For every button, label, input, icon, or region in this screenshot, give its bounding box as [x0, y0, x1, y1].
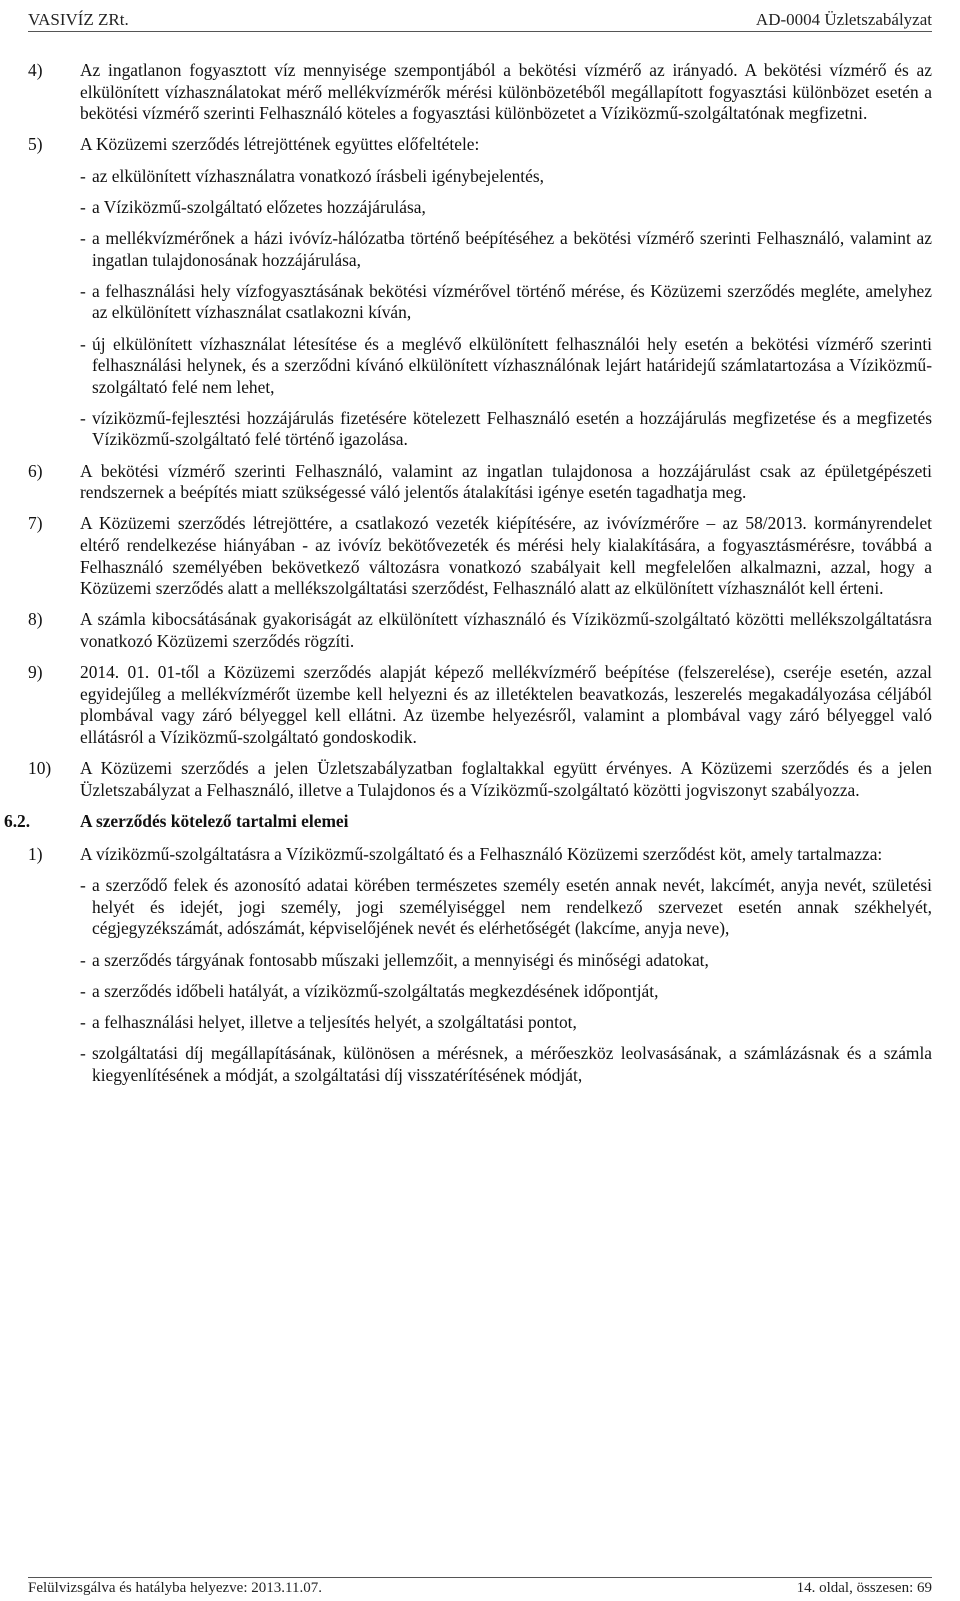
- page-header: [28, 4, 932, 30]
- sub-list-item: [28, 334, 932, 399]
- item-number: 9): [28, 662, 43, 683]
- sub-item-text: a Víziközmű-szolgáltató előzetes hozzájárulása,: [92, 196, 426, 217]
- section-heading: [4, 811, 932, 833]
- document-body: [4, 60, 932, 1096]
- sub-list-item: [28, 408, 932, 451]
- sub-item-text: a szerződés időbeli hatályát, a víziközmű-szolgáltatás megkezdésének időpontját,: [92, 980, 659, 1001]
- header-divider: [28, 31, 932, 32]
- dash-bullet: -: [80, 165, 86, 186]
- dash-bullet: -: [80, 280, 86, 301]
- item-number: 4): [28, 60, 43, 80]
- dash-bullet: -: [80, 875, 86, 896]
- item-text: A Közüzemi szerződés létrejöttének együttes előfeltétele:: [80, 134, 480, 155]
- sub-item-text: szolgáltatási díj megállapításának, különösen a mérésnek, a mérőeszköz leolvasásának, a számlázásnak és a számla kiegyenlítésének a módját, a szolgáltatási díj visszatérítésének módját,: [92, 1043, 932, 1085]
- sub-item-text: a mellékvízmérőnek a házi ivóvíz-hálózatba történő beépítéséhez a bekötési vízmérő szerinti Felhasználó, valamint az ingatlan tulajdonosának hozzájárulása,: [92, 227, 932, 270]
- sub-list-item: [28, 981, 932, 1003]
- item-number: 8): [28, 609, 43, 630]
- item-number: 5): [28, 134, 43, 155]
- item-number: 6): [28, 460, 43, 481]
- sub-list-item: [28, 281, 932, 324]
- list-item: [28, 513, 932, 599]
- sub-list-item: [28, 166, 932, 188]
- page-footer: [28, 1580, 932, 1597]
- item-text: A Közüzemi szerződés létrejöttére, a csatlakozó vezeték kiépítésére, az ivóvízmérőre – az 58/2013. kormányrendelet eltérő rendelkezése hiányában - az ivóvíz bekötővezeték és mérési hely kialakítására, a fogyasztásmérésre, továbbá a Felhasználó személyében bekövetkező változásra vonatkozó szabályait kell megfelelően alkalmazni, azzal, hogy a Közüzemi szerződés alatt a mellékszolgáltatási szerződést, Felhasználó alatt az elkülönített vízhasználót kell érteni.: [80, 513, 932, 599]
- item-text: A számla kibocsátásának gyakoriságát az elkülönített vízhasználó és Víziközmű-szolgáltató közötti mellékszolgáltatásra vonatkozó Közüzemi szerződés rögzíti.: [80, 609, 932, 651]
- dash-bullet: -: [80, 407, 86, 428]
- list-item: [28, 60, 932, 125]
- item-text: 2014. 01. 01-től a Közüzemi szerződés alapját képező mellékvízmérő beépítése (felszerelése), cseréje esetén, azzal egyidejűleg a mellékvízmérőt üzembe kell helyezni és az illetéktelen beavatkozás, leszerelés megakadályozása céljából plombával vagy záró bélyeggel kell ellátni. Az üzembe helyezésről, valamint a plombával vagy záró bélyeggel való ellátásról a Víziközmű-szolgáltató gondoskodik.: [80, 662, 932, 747]
- header-company: VASIVÍZ ZRt.: [28, 10, 129, 29]
- dash-bullet: -: [80, 196, 86, 217]
- footer-divider: [28, 1577, 932, 1578]
- dash-bullet: -: [80, 949, 86, 970]
- item-text: A bekötési vízmérő szerinti Felhasználó, valamint az ingatlan tulajdonosa a hozzájárulást csak az épületgépészeti rendszernek a beépítés miatt szükségessé váló jelentős átalakítási igénye esetén tagadhatja meg.: [80, 460, 932, 503]
- section-title: A szerződés kötelező tartalmi elemei: [80, 811, 349, 832]
- item-number: 7): [28, 513, 43, 534]
- dash-bullet: -: [80, 980, 86, 1001]
- header-document-title: AD-0004 Üzletszabályzat: [755, 10, 932, 29]
- item-number: 1): [28, 843, 43, 864]
- dash-bullet: -: [80, 1011, 86, 1032]
- sub-list-item: [28, 950, 932, 972]
- list-item: [28, 461, 932, 504]
- sub-item-text: új elkülönített vízhasználat létesítése és a meglévő elkülönített felhasználói hely esetén a bekötési vízmérő szerinti felhasználási helynek, és a szerződni kívánó elkülönített vízhasználónak lejárt határidejű számlatartozása a Víziközmű-szolgáltató felé nem lehet,: [92, 333, 932, 397]
- sub-list-item: [28, 197, 932, 219]
- sub-item-text: a szerződés tárgyának fontosabb műszaki jellemzőit, a mennyiségi és minőségi adatokat,: [92, 949, 709, 970]
- footer-effective-date: Felülvizsgálva és hatályba helyezve: 2013.11.07.: [28, 1580, 322, 1596]
- sub-list-item: [28, 228, 932, 271]
- list-item: [28, 662, 932, 748]
- sub-list-item: [28, 1043, 932, 1086]
- item-number: 10): [28, 758, 52, 779]
- sub-item-text: a felhasználási helyet, illetve a teljesítés helyét, a szolgáltatási pontot,: [92, 1011, 577, 1032]
- item-text: A víziközmű-szolgáltatásra a Víziközmű-szolgáltató és a Felhasználó Közüzemi szerződést köt, amely tartalmazza:: [80, 843, 883, 864]
- sub-item-text: víziközmű-fejlesztési hozzájárulás fizetésére kötelezett Felhasználó esetén a hozzájárulás megfizetése és a megfizetés Víziközmű-szolgáltató felé történő igazolása.: [92, 407, 932, 450]
- list-item: [28, 134, 932, 156]
- sub-item-text: a szerződő felek és azonosító adatai körében természetes személy esetén annak nevét, lakcímét, anyja nevét, születési helyét és idejét, jogi személy, jogi személyiséggel nem rendelkező szervezet esetén annak székhelyét, cégjegyzékszámát, adószámát, képviselőjének nevét és elérhetőségét (lakcíme, anyja neve),: [92, 875, 932, 939]
- list-item: [28, 609, 932, 652]
- sub-list-item: [28, 1012, 932, 1034]
- item-text: A Közüzemi szerződés a jelen Üzletszabályzatban foglaltakkal együtt érvényes. A Közüzemi szerződés és a jelen Üzletszabályzat a Felhasználó, illetve a Tulajdonos és a Víziközmű-szolgáltató közötti jogviszonyt szabályozza.: [80, 758, 932, 800]
- sub-item-text: az elkülönített vízhasználatra vonatkozó írásbeli igénybejelentés,: [92, 165, 544, 186]
- list-item: [28, 758, 932, 801]
- footer-page-number: 14. oldal, összesen: 69: [796, 1580, 932, 1596]
- sub-list-item: [28, 875, 932, 940]
- list-item: [28, 844, 932, 866]
- item-text: Az ingatlanon fogyasztott víz mennyisége szempontjából a bekötési vízmérő az irányadó. A bekötési vízmérő és az elkülönített vízhasználatokat mérő mellékvízmérők mérési különbözetéből megállapított fogyasztási különbözet esetén a bekötési vízmérő szerinti Felhasználó köteles a fogyasztási különbözetet a Víziközmű-szolgáltatónak megfizetni.: [80, 60, 932, 124]
- dash-bullet: -: [80, 1043, 86, 1064]
- dash-bullet: -: [80, 227, 86, 248]
- dash-bullet: -: [80, 333, 86, 354]
- section-number: 6.2.: [4, 811, 31, 832]
- sub-item-text: a felhasználási hely vízfogyasztásának bekötési vízmérővel történő mérése, és Közüzemi szerződés megléte, amelyhez az elkülönített vízhasználat csatlakozni kíván,: [92, 280, 932, 323]
